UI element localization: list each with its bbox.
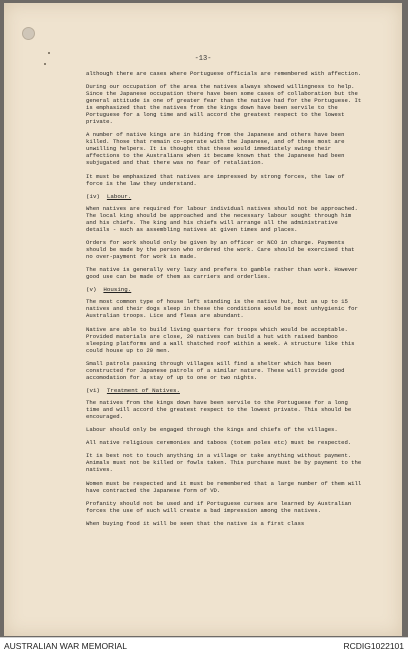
paragraph: although there are cases where Portuguese officials are remembered with affection. xyxy=(86,70,362,77)
punch-hole xyxy=(22,27,35,40)
section-number: (vi) xyxy=(86,386,100,394)
document-body xyxy=(86,70,362,533)
section-title: Housing. xyxy=(103,286,132,294)
section-title: Labour. xyxy=(106,192,132,200)
archive-reference: RCDIG1022101 xyxy=(343,641,404,651)
paragraph: Profanity should not be used and if Portuguese curses are learned by Australian forces the use of such will create a bad impression among the natives. xyxy=(86,499,352,514)
paragraph: It must be emphasized that natives are impressed by strong forces, the law of force is the law they understand. xyxy=(86,172,345,187)
paragraph: The most common type of house left standing is the native hut, but as up to 15 natives and their dogs sleep in these the conditions would be most unhygienic for Australian troops. Lice and fleas are abundant. xyxy=(86,298,358,320)
section-title: Treatment of Natives. xyxy=(106,386,180,394)
paragraph: During our occupation of the area the natives always showed willingness to help. Since the Japanese occupation there have been some cases of collaboration but the general attitude is one of greater fear than the native had for the Portuguese. It is emphasized that the natives from the kings down have been servile to the Portuguese for a long time and will accord the greatest respect to the lowest private. xyxy=(86,83,362,126)
paragraph: Women must be respected and it must be remembered that a large number of them will have contracted the Japanese form of VD. xyxy=(86,479,362,494)
archive-name: AUSTRALIAN WAR MEMORIAL xyxy=(4,641,127,651)
paragraph: The natives from the kings down have been servile to the Portuguese for a long time and will accord the greatest respect to the lowest private. This should be encouraged. xyxy=(86,398,352,420)
paragraph: It is best not to touch anything in a village or take anything without payment. Animals must not be killed or fowls taken. This purchase must be by payment to the natives. xyxy=(86,452,362,474)
paragraph: Native are able to build living quarters for troops which would be acceptable. Provided materials are close, 20 natives can build a hut with raised bamboo sleeping platforms and a wall thatched roof within a week. A structure like this could house up to 20 men. xyxy=(86,325,355,354)
paragraph: The native is generally very lazy and prefers to gamble rather than work. However good use can be made of them as carriers and orderlies. xyxy=(86,266,358,281)
section-heading xyxy=(86,193,362,200)
section-number: (v) xyxy=(86,286,97,294)
paragraph: All native religious ceremonies and taboos (totem poles etc) must be respected. xyxy=(86,439,352,447)
margin-mark xyxy=(48,52,50,54)
paragraph: When buying food it will be seen that the native is a first class xyxy=(86,520,305,527)
section-heading xyxy=(86,387,362,394)
document-page xyxy=(4,3,402,636)
margin-mark xyxy=(44,63,46,65)
paragraph: Labour should only be engaged through the kings and chiefs of the villages. xyxy=(86,426,338,434)
paragraph: Orders for work should only be given by an officer or NCO in charge. Payments should be made by the person who ordered the work. Care should be exercised that no over-payment for work is made. xyxy=(86,238,355,260)
paragraph: When natives are required for labour individual natives should not be approached. The local king should be approached and the necessary labour sought through him and his chiefs. The king and his chiefs will arrange all the administrative details - such as assembling natives at given times and places. xyxy=(86,204,358,233)
archive-footer xyxy=(0,637,408,654)
paragraph: A number of native kings are in hiding from the Japanese and others have been killed. Those that remain co-operate with the Japanese, and of these most are unwilling helpers. It is thought that these would immediately swing their affections to the Australians when it became known that the Japanese had been subjugated and that there was no fear of retaliation. xyxy=(86,131,345,167)
section-number: (iv) xyxy=(86,192,100,200)
paragraph: Small patrols passing through villages will find a shelter which has been constructed for Japanese patrols of a similar nature. These will provide good accomodation for a stay of up to one or two nights. xyxy=(86,359,345,381)
page-number: -13- xyxy=(194,55,212,63)
section-heading xyxy=(86,286,362,293)
